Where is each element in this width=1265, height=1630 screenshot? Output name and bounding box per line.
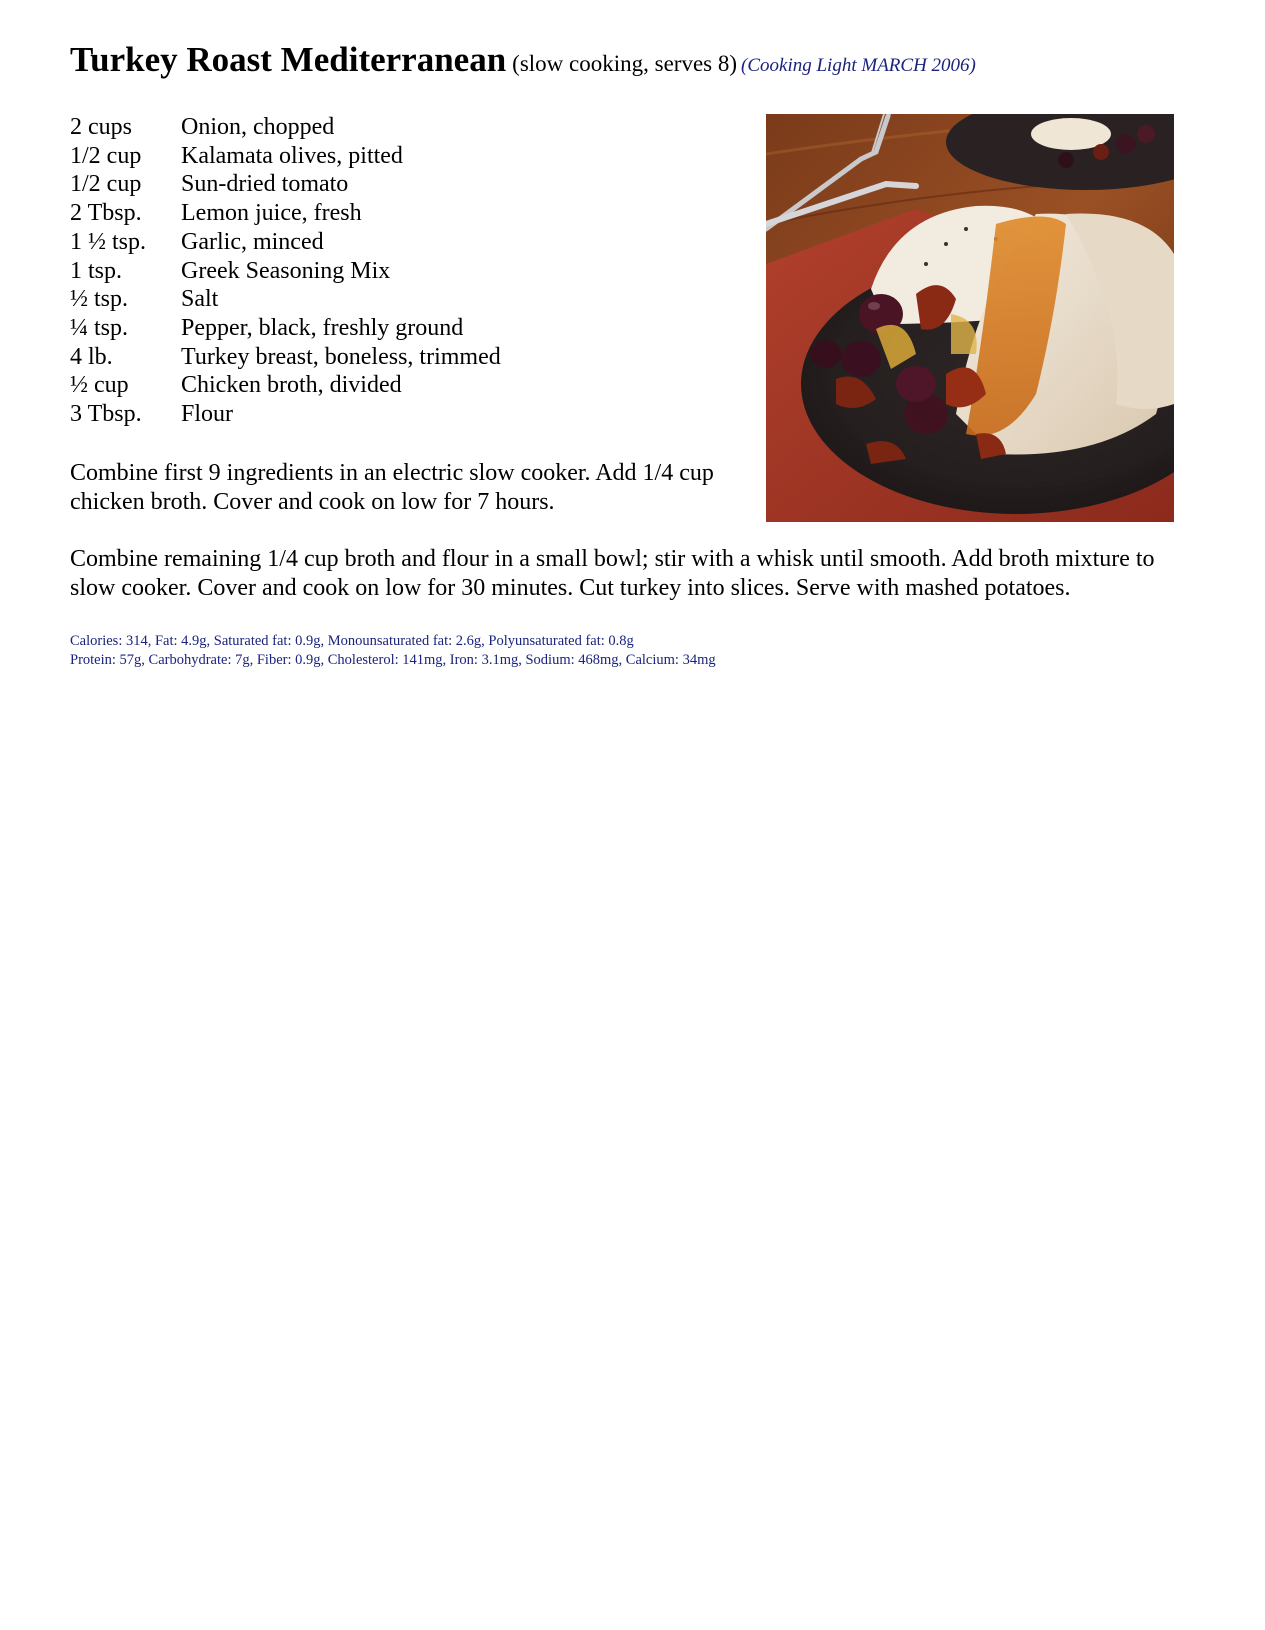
- ingredient-quantity: 3 Tbsp.: [70, 401, 142, 428]
- ingredient-quantity: 1 ½ tsp.: [70, 228, 147, 255]
- ingredient-name: Pepper, black, freshly ground: [181, 314, 464, 341]
- ingredient-row: [70, 228, 501, 257]
- ingredient-name: Greek Seasoning Mix: [181, 257, 391, 284]
- instruction-step-2: Combine remaining 1/4 cup broth and flour in a small bowl; stir with a whisk until smooth. Add broth mixture to slow cooker. Cover and cook on low for 30 minutes. Cut turkey into slices. Serve with mashed potatoes.: [70, 546, 1155, 601]
- ingredient-name: Turkey breast, boneless, trimmed: [181, 343, 501, 370]
- ingredient-name: Chicken broth, divided: [181, 372, 402, 399]
- ingredient-list: [70, 113, 501, 429]
- ingredient-row: [70, 400, 501, 429]
- ingredient-name: Kalamata olives, pitted: [181, 142, 403, 169]
- ingredient-quantity: ¼ tsp.: [70, 314, 129, 341]
- title-line: [70, 40, 976, 80]
- ingredient-name: Salt: [181, 286, 219, 313]
- ingredient-quantity: 2 Tbsp.: [70, 200, 142, 227]
- ingredient-name: Flour: [181, 401, 234, 428]
- nutrition-info: [70, 632, 716, 669]
- ingredient-quantity: 1 tsp.: [70, 257, 123, 284]
- ingredient-quantity: 1/2 cup: [70, 142, 142, 169]
- ingredient-quantity: ½ tsp.: [70, 286, 129, 313]
- ingredient-name: Lemon juice, fresh: [181, 200, 362, 227]
- ingredient-name: Onion, chopped: [181, 114, 335, 140]
- ingredient-row: [70, 371, 501, 400]
- ingredient-row: [70, 343, 501, 372]
- nutrition-line-1: Calories: 314, Fat: 4.9g, Saturated fat: 0.9g, Monounsaturated fat: 2.6g, Polyunsaturated fat: 0.8g: [70, 633, 634, 649]
- nutrition-line-2: Protein: 57g, Carbohydrate: 7g, Fiber: 0.9g, Cholesterol: 141mg, Iron: 3.1mg, Sodium: 468mg, Calcium: 34mg: [70, 651, 716, 668]
- ingredient-row: [70, 199, 501, 228]
- ingredient-name: Sun-dried tomato: [181, 171, 349, 198]
- ingredient-quantity: ½ cup: [70, 372, 129, 399]
- ingredient-row: [70, 257, 501, 286]
- instruction-step-1: Combine first 9 ingredients in an electric slow cooker. Add 1/4 cup chicken broth. Cover and cook on low for 7 hours.: [70, 460, 714, 515]
- recipe-source: (Cooking Light MARCH 2006): [741, 55, 976, 76]
- ingredient-quantity: 1/2 cup: [70, 171, 142, 198]
- dish-photo-illustration: [766, 114, 1174, 522]
- ingredient-row: [70, 142, 501, 171]
- ingredient-name: Garlic, minced: [181, 228, 324, 255]
- ingredient-quantity: 2 cups: [70, 114, 132, 140]
- ingredient-row: [70, 314, 501, 343]
- ingredient-row: [70, 170, 501, 199]
- dish-photo: [766, 114, 1174, 522]
- ingredient-row: [70, 285, 501, 314]
- recipe-subtitle: (slow cooking, serves 8): [512, 51, 738, 76]
- recipe-title: Turkey Roast Mediterranean: [70, 40, 507, 79]
- ingredient-quantity: 4 lb.: [70, 343, 113, 370]
- ingredient-row: [70, 113, 501, 142]
